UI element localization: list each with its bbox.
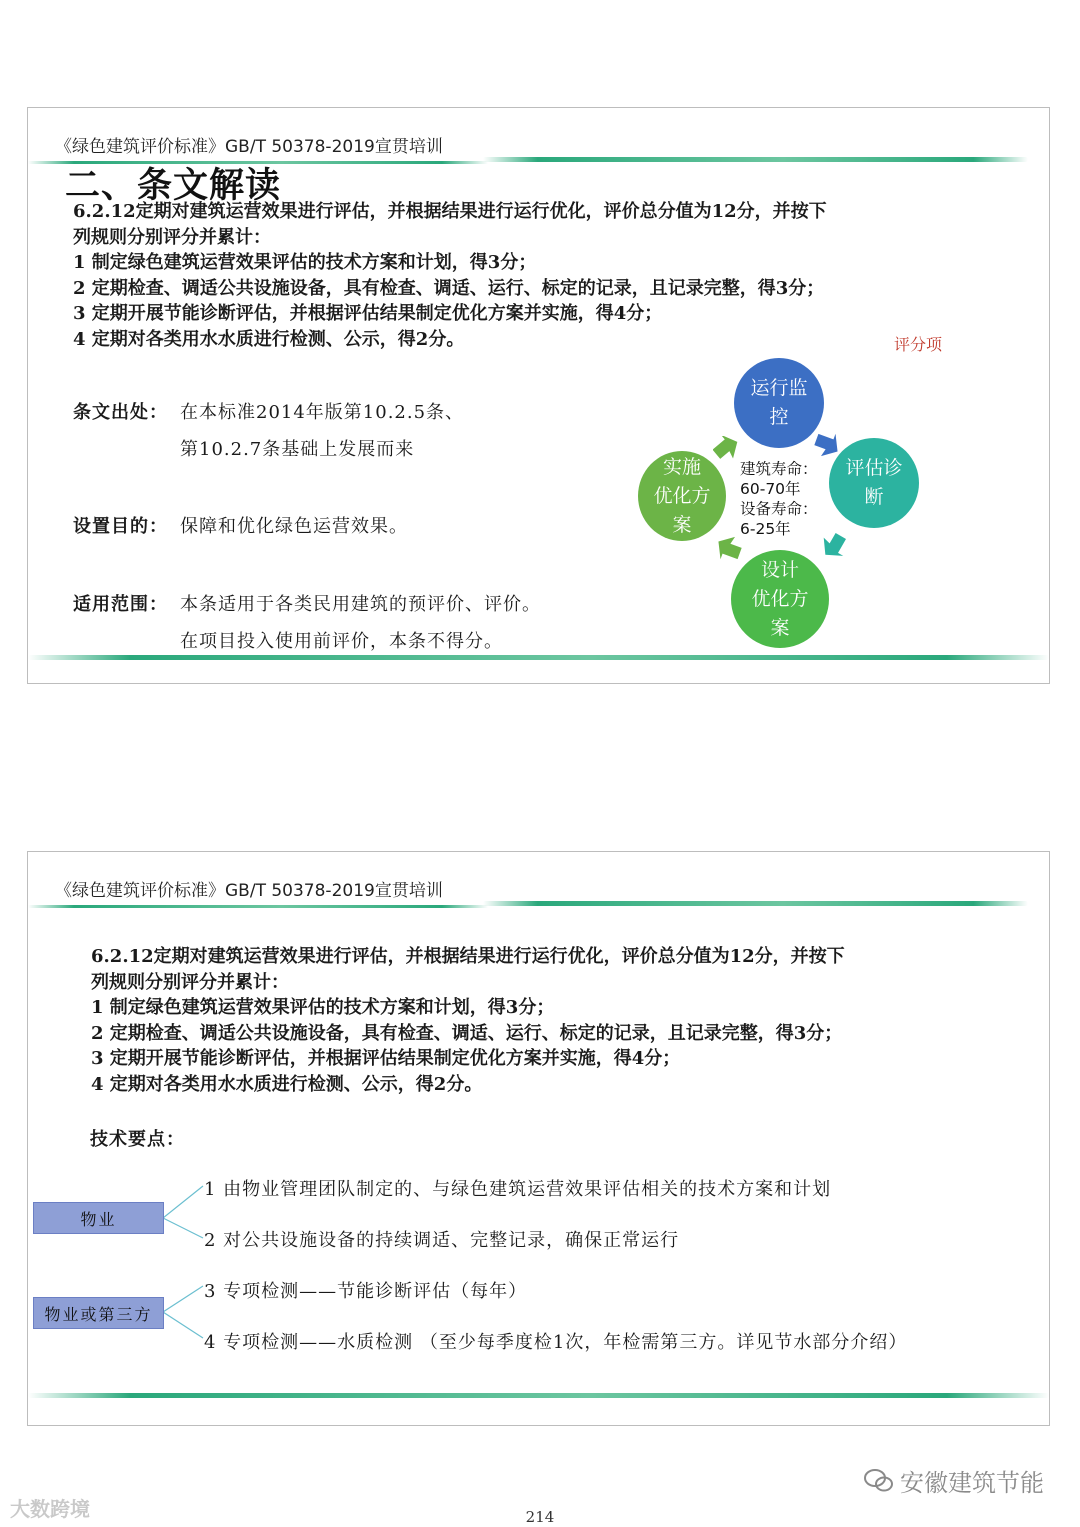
wechat-icon — [864, 1468, 894, 1494]
clause-line: 列规则分别评分并累计： — [91, 971, 289, 993]
purpose-label: 设置目的： — [73, 516, 168, 537]
cycle-node-text: 断 — [864, 486, 884, 508]
cycle-node-design — [731, 550, 829, 648]
cycle-node-text: 案 — [672, 513, 692, 536]
tech-point: 2 对公共设施设备的持续调适、完整记录，确保正常运行 — [204, 1230, 680, 1251]
clause-text — [91, 944, 845, 1097]
purpose-text: 保障和优化绿色运营效果。 — [180, 516, 408, 537]
source-line: 第10.2.7条基础上发展而来 — [180, 439, 415, 460]
clause-line: 3 定期开展节能诊断评估，并根据评估结果制定优化方案并实施，得4分； — [73, 303, 663, 324]
clause-line: 1 制定绿色建筑运营效果评估的技术方案和计划，得3分； — [73, 252, 537, 273]
header-band — [483, 157, 1028, 162]
slide-1 — [27, 107, 1050, 684]
center-line: 6-25年 — [740, 520, 791, 538]
clause-line: 4 定期对各类用水水质进行检测、公示，得2分。 — [73, 328, 465, 350]
clause-line: 6.2.12定期对建筑运营效果进行评估，并根据结果进行运行优化，评价总分值为12分，并按下 — [91, 946, 845, 967]
page-number: 214 — [525, 1508, 555, 1526]
group-box-third-party: 物业或第三方 — [33, 1297, 164, 1329]
slide-2 — [27, 851, 1050, 1426]
section-title: 二、条文解读 — [65, 166, 282, 206]
cycle-node-text: 优化方 — [751, 587, 809, 610]
clause-line: 3 定期开展节能诊断评估，并根据评估结果制定优化方案并实施，得4分； — [91, 1048, 681, 1069]
group-box-property: 物业 — [33, 1202, 164, 1234]
clause-line: 2 定期检查、调适公共设施设备，具有检查、调适、运行、标定的记录，且记录完整，得3分； — [73, 277, 825, 299]
scope-line: 在项目投入使用前评价，本条不得分。 — [180, 631, 503, 652]
arrow-up-right-icon — [713, 436, 743, 466]
clause-line: 1 制定绿色建筑运营效果评估的技术方案和计划，得3分； — [91, 997, 555, 1018]
cycle-node-text: 控 — [769, 406, 789, 428]
arrow-down-left-icon — [816, 528, 846, 558]
bracket-lines — [163, 1172, 208, 1342]
cycle-node-text: 评估诊 — [845, 457, 903, 479]
clause-line: 2 定期检查、调适公共设施设备，具有检查、调适、运行、标定的记录，且记录完整，得3分； — [91, 1022, 843, 1044]
scope-line: 本条适用于各类民用建筑的预评价、评价。 — [180, 594, 541, 615]
cycle-node-text: 运行监 — [750, 377, 808, 399]
header-title: 《绿色建筑评价标准》GB/T 50378-2019宣贯培训 — [55, 881, 443, 901]
clause-line: 列规则分别评分并累计： — [73, 226, 271, 248]
arrow-left-up-icon — [716, 530, 746, 560]
cycle-center-text — [740, 459, 818, 539]
clause-line: 6.2.12定期对建筑运营效果进行评估，并根据结果进行运行优化，评价总分值为12分，并按下 — [73, 201, 827, 222]
footer-band — [28, 1393, 1049, 1398]
header-title: 《绿色建筑评价标准》GB/T 50378-2019宣贯培训 — [55, 137, 443, 157]
cycle-node-text: 案 — [770, 616, 790, 639]
watermark-right — [864, 1463, 1044, 1498]
tech-point: 4 专项检测——水质检测 （至少每季度检1次，年检需第三方。详见节水部分介绍） — [204, 1332, 908, 1353]
clause-line: 4 定期对各类用水水质进行检测、公示，得2分。 — [91, 1073, 483, 1095]
watermark-right-text: 安徽建筑节能 — [900, 1469, 1044, 1497]
arrow-right-down-icon — [810, 433, 840, 463]
tech-point: 1 由物业管理团队制定的、与绿色建筑运营效果评估相关的技术方案和计划 — [204, 1179, 832, 1200]
watermark-left-text: 大数跨境 — [10, 1497, 90, 1521]
source-line: 在本标准2014年版第10.2.5条、 — [180, 402, 465, 423]
source-label: 条文出处： — [73, 402, 168, 423]
score-label: 评分项 — [894, 335, 943, 354]
cycle-node-text: 设计 — [760, 558, 799, 581]
header-band — [483, 901, 1028, 906]
tech-point: 3 专项检测——节能诊断评估（每年） — [204, 1281, 528, 1302]
footer-band — [28, 655, 1049, 660]
cycle-node-text: 实施 — [662, 455, 701, 478]
tech-points-title: 技术要点： — [90, 1129, 185, 1150]
center-line: 60-70年 — [740, 480, 801, 498]
center-line: 设备寿命： — [740, 500, 818, 518]
cycle-node-evaluation — [829, 438, 919, 528]
header-band-left — [28, 905, 488, 908]
center-line: 建筑寿命： — [740, 460, 818, 478]
cycle-node-text: 优化方 — [653, 484, 711, 507]
clause-text — [73, 199, 827, 352]
scope-label: 适用范围： — [73, 594, 168, 615]
